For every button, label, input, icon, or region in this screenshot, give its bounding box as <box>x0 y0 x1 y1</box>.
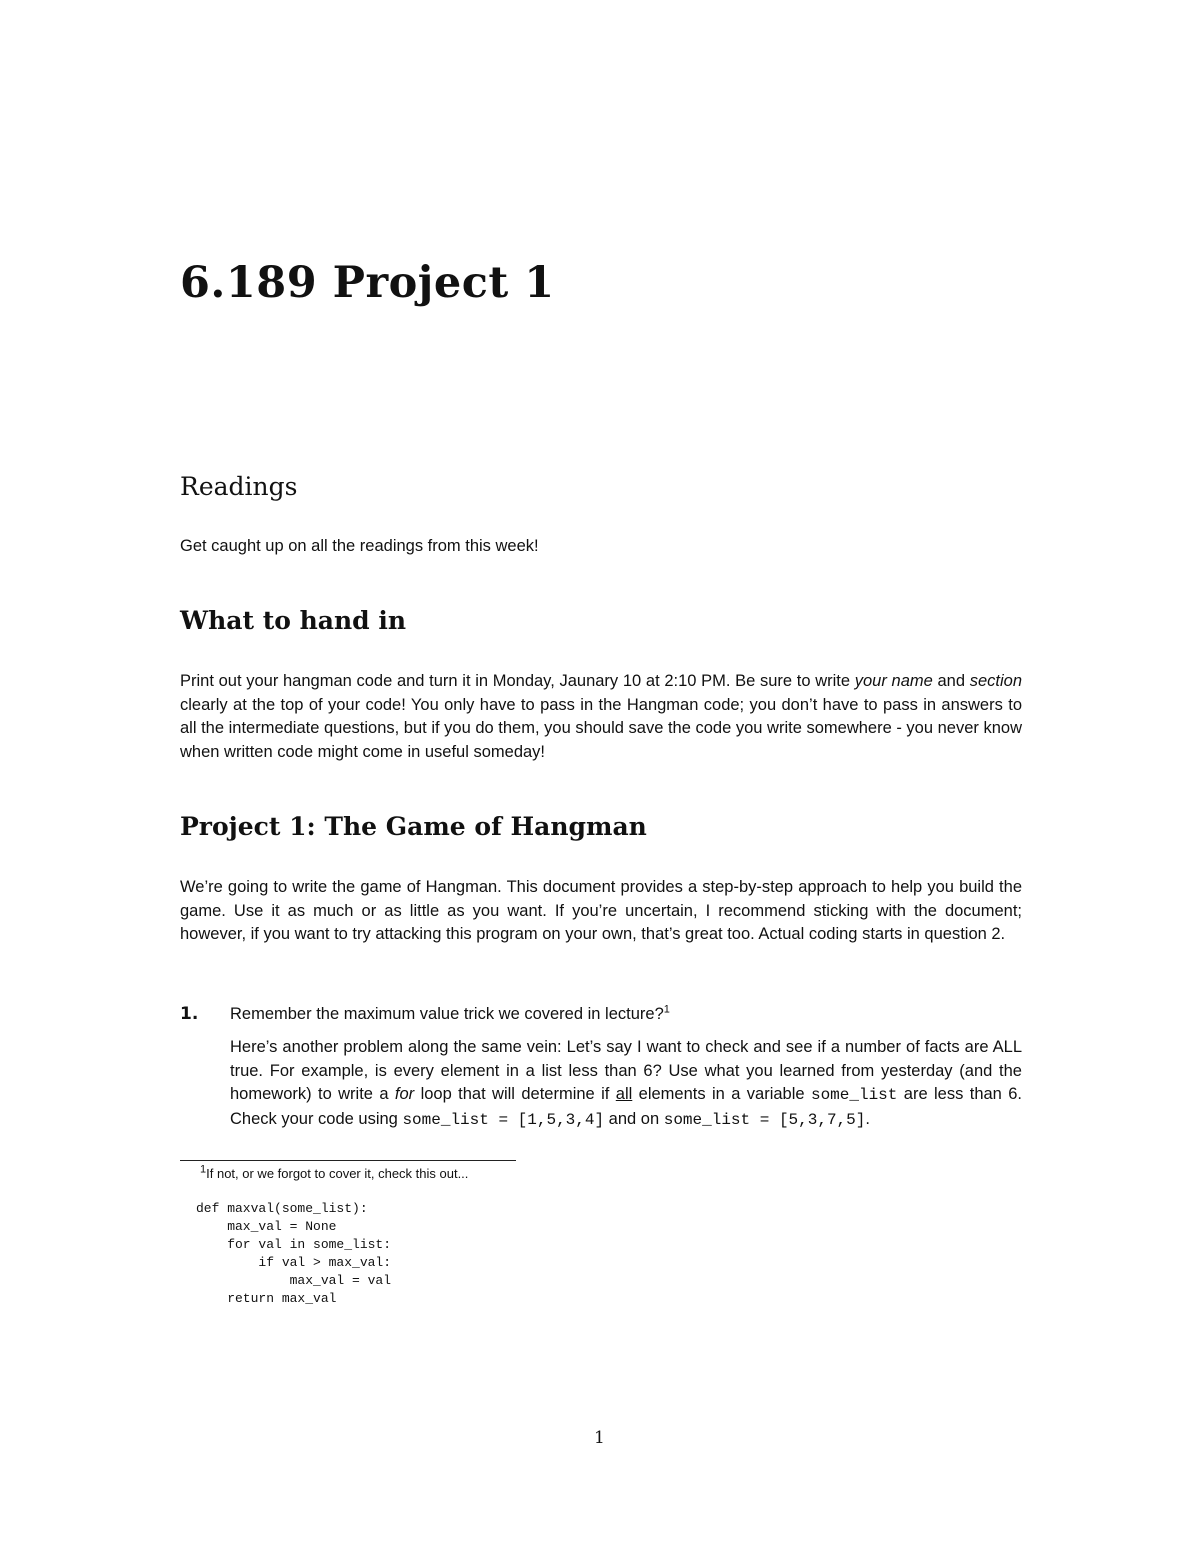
question-text-b: loop that will determine if <box>414 1085 616 1103</box>
footnote-reference[interactable]: 1 <box>663 1003 670 1016</box>
hand-in-text-2: clearly at the top of your code! You only have to pass in the Hangman code; you don’t have to pass in answers to all the intermediate questions, but if you do them, you should save the code you write somewhere - you never know when written code might come in useful someday! <box>180 695 1022 761</box>
footnote-text: If not, or we forgot to cover it, check this out... <box>206 1166 469 1181</box>
hand-in-text-and: and <box>932 672 970 690</box>
project-intro: We’re going to write the game of Hangman. This document provides a step-by-step approach to help you build the game. Use it as much or as little as you want. If you’re uncertain, I recommend sticking with the document; however, if you want to try attacking this program on your own, that’s great too. Actual coding starts in question 2. <box>180 878 1022 943</box>
question-text-f: . <box>865 1109 870 1128</box>
question-number: 1. <box>180 1004 199 1024</box>
question-paragraph <box>230 1036 1022 1132</box>
question-line <box>230 1003 1022 1027</box>
hand-in-text-1: Print out your hangman code and turn it in Monday, Jaunary 10 at 2:10 PM. Be sure to write <box>180 672 855 690</box>
question-underline-all: all <box>615 1085 633 1103</box>
project-heading: Project 1: The Game of Hangman <box>180 812 647 841</box>
question-text-a: Here’s another problem along the same vein: Let’s say I want to check and see if a number of facts are ALL true. For example, is every element in a list less than 6? Use what you learned from yesterday (and the homework) to write a <box>230 1038 1022 1103</box>
code-example-1: some_list = [1,5,3,4] <box>402 1110 605 1129</box>
page-title: 6.189 Project 1 <box>180 258 555 308</box>
question-text-c: elements in a variable <box>632 1085 811 1103</box>
footnote-mark: 1 <box>200 1163 207 1176</box>
footnote-code-block: def maxval(some_list): max_val = None for val in some_list: if val > max_val: max_val = val return max_val <box>196 1201 392 1306</box>
footnote-divider <box>180 1160 516 1161</box>
readings-heading: Readings <box>180 472 298 501</box>
footnote <box>200 1163 469 1181</box>
page-number: 1 <box>594 1428 605 1448</box>
hand-in-emphasis-name: your name <box>854 672 933 690</box>
readings-text: Get caught up on all the readings from this week! <box>180 537 539 555</box>
code-example-2: some_list = [5,3,7,5] <box>663 1110 866 1129</box>
code-some-list: some_list <box>810 1086 898 1104</box>
hand-in-emphasis-section: section <box>969 672 1022 690</box>
hand-in-heading: What to hand in <box>180 606 407 635</box>
question-text-e: and on <box>604 1109 664 1128</box>
question-emphasis-for: for <box>394 1085 415 1103</box>
hand-in-paragraph <box>180 670 1022 764</box>
question-line-text: Remember the maximum value trick we covered in lecture? <box>230 1005 664 1023</box>
question-text-d: are less than 6. Check your code using <box>230 1085 1022 1128</box>
